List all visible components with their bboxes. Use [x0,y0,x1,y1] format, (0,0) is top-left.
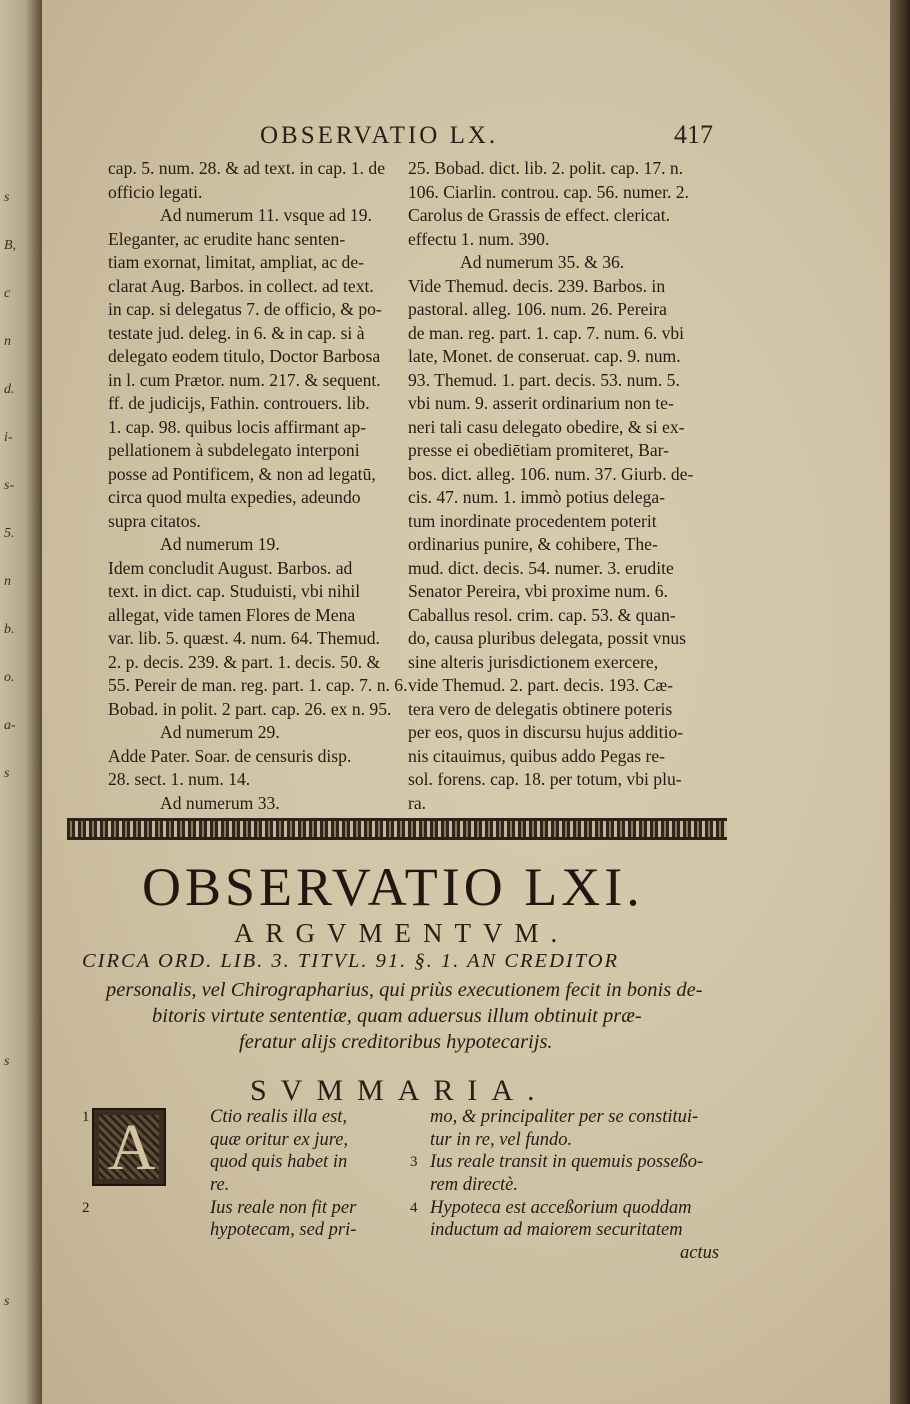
summaria-item [82,1106,418,1129]
text-line: var. lib. 5. quæst. 4. num. 64. Themud. [108,628,380,648]
argumentum-line: bitoris virtute sententiæ, quam aduersus illum obtinuit præ- [152,1005,642,1027]
facing-page-fragment: s- [4,478,15,493]
summaria-item [118,1219,418,1242]
text-line: tum inordinate procedentem poterit [408,510,657,531]
text-line: delegato eodem titulo, Doctor Barbosa [108,346,381,366]
text-line: 28. sect. 1. num. 14. [108,769,251,789]
text-line: tera vero de delegatis obtinere poteris [408,698,673,719]
text-line: 25. Bobad. dict. lib. 2. polit. cap. 17. n. [408,158,684,178]
text-line: late, Monet. de conseruat. cap. 9. num. [408,346,681,366]
summaria-text: Ius reale transit in quemuis posseßo- [430,1152,704,1173]
summaria-heading: SVMMARIA. [250,1074,549,1107]
summaria-item [410,1242,740,1265]
text-line: allegat, vide tamen Flores de Mena [108,604,356,625]
text-line: de man. reg. part. 1. cap. 7. num. 6. vbi [408,322,685,343]
observatio-title: OBSERVATIO LXI. [142,857,644,917]
facing-page-fragment: i- [4,430,13,445]
facing-page-fragment: o. [4,670,15,685]
summaria-text: Hypoteca est acceßorium quoddam [430,1197,692,1218]
summaria-item [410,1197,740,1220]
text-line: Idem concludit August. Barbos. ad [108,557,353,578]
facing-page-fragment: n [4,334,11,349]
summaria-left-column [82,1106,418,1242]
text-line: Ad numerum 35. & 36. [460,252,625,272]
facing-page-fragment: 5. [4,526,15,541]
initial-letter: A [108,1111,156,1184]
summaria-text: quæ oritur ex jure, [210,1129,349,1150]
text-line: Ad numerum 11. vsque ad 19. [160,205,372,225]
text-line: per eos, quos in discursu hujus additio- [408,722,684,742]
facing-page-fragment: d. [4,382,15,397]
text-line: Bobad. in polit. 2 part. cap. 26. ex n. 95. [108,698,392,719]
summaria-number: 1 [82,1109,90,1125]
facing-page-fragment: B, [4,238,17,253]
summaria-number: 2 [82,1199,90,1216]
text-line: posse ad Pontificem, & non ad legatū, [108,463,376,484]
left-text-column [108,157,420,839]
text-line: nis citauimus, quibus addo Pegas re- [408,745,666,766]
text-line: Eleganter, ac erudite hanc senten- [108,228,346,249]
running-header [42,118,892,152]
summaria-text: rem directè. [430,1175,519,1196]
facing-page-fragment: s [4,190,10,205]
text-line: Ad numerum 19. [160,534,280,554]
summaria-item [118,1174,418,1197]
text-line: 93. Themud. 1. part. decis. 53. num. 5. [408,369,680,390]
text-line: presse ei obediētiam promiteret, Bar- [408,440,670,460]
ornamental-divider [67,818,727,840]
text-line: vbi num. 9. asserit ordinarium non te- [408,393,674,413]
text-line: ff. de judicijs, Fathin. controuers. lib. [108,393,370,413]
text-line: ra. [408,792,427,813]
text-line: pellationem à subdelegato interponi [108,440,360,460]
summaria-text: quod quis habet in [210,1152,348,1173]
summaria-text: re. [210,1175,230,1196]
text-line: mud. dict. decis. 54. numer. 3. erudite [408,557,674,578]
text-line: in cap. si delegatus 7. de officio, & po- [108,299,382,319]
summaria-number: 4 [410,1199,418,1216]
text-line: 106. Ciarlin. controu. cap. 56. numer. 2. [408,181,689,202]
text-line: supra citatos. [108,510,201,531]
summaria-item [410,1151,740,1174]
book-fore-edge [890,0,910,1404]
summaria-number: 3 [410,1154,418,1171]
summaria-item [410,1174,740,1197]
summaria-item [118,1151,418,1174]
text-line: in l. cum Prætor. num. 217. & sequent. [108,369,381,390]
summaria-item [410,1219,740,1242]
book-page [42,0,892,1404]
summaria-text: Ctio realis illa est, [210,1107,348,1127]
text-line: Ad numerum 29. [160,722,280,742]
text-line: Vide Themud. decis. 239. Barbos. in [408,275,666,296]
text-line: text. in dict. cap. Studuisti, vbi nihil [108,581,361,601]
text-line: cap. 5. num. 28. & ad text. in cap. 1. de [108,158,386,178]
summaria-text: Ius reale non fit per [210,1197,357,1218]
text-line: sine alteris jurisdictionem exercere, [408,651,659,672]
text-line: circa quod multa expedies, adeundo [108,487,361,507]
argumentum-line: personalis, vel Chirographarius, qui priùs executionem fecit in bonis de- [106,979,703,1001]
argumentum-line: CIRCA ORD. LIB. 3. TITVL. 91. §. 1. AN CREDITOR [82,950,620,972]
facing-page-fragment: s [4,1294,10,1309]
summaria-item [410,1106,740,1129]
summaria-item [118,1129,418,1152]
facing-page-fragment: c [4,286,11,301]
text-line: 1. cap. 98. quibus locis affirmant ap- [108,416,367,437]
text-line: 55. Pereir de man. reg. part. 1. cap. 7. n. 6. [108,675,408,695]
text-line: pastoral. alleg. 106. num. 26. Pereira [408,299,667,319]
summaria-text: mo, & principaliter per se constitui- [430,1107,699,1127]
text-line: testate jud. deleg. in 6. & in cap. si à [108,322,365,343]
text-line: Carolus de Grassis de effect. clericat. [408,205,671,225]
argumentum-line: feratur alijs creditoribus hypotecarijs. [239,1031,553,1053]
facing-page-fragment: s [4,1054,10,1069]
text-line: do, causa pluribus delegata, possit vnus [408,628,687,648]
summaria-text: inductum ad maiorem securitatem [430,1220,683,1241]
summaria-text: hypotecam, sed pri- [210,1220,357,1241]
summaria-text: tur in re, vel fundo. [430,1129,573,1150]
header-title: OBSERVATIO LX. [260,122,499,149]
text-line: Senator Pereira, vbi proxime num. 6. [408,581,668,601]
text-line: ordinarius punire, & cohibere, The- [408,534,658,554]
text-line: effectu 1. num. 390. [408,228,550,249]
text-line: Ad numerum 33. [160,792,280,813]
facing-page-fragment: b. [4,622,15,637]
facing-page-fragment: n [4,574,11,589]
argumentum-heading: ARGVMENTVM. [234,918,570,948]
text-line: vide Themud. 2. part. decis. 193. Cæ- [408,675,674,695]
summaria-text: actus [680,1243,720,1264]
text-line: bos. dict. alleg. 106. num. 37. Giurb. de- [408,463,694,484]
facing-page-fragment: s [4,766,10,781]
text-line: neri tali casu delegato obedire, & si ex- [408,416,685,437]
text-line: Adde Pater. Soar. de censuris disp. [108,745,352,766]
summaria-item [82,1197,418,1220]
facing-page-edge [0,0,42,1404]
text-line: cis. 47. num. 1. immò potius delega- [408,487,666,507]
right-text-column [408,157,750,815]
text-line: officio legati. [108,181,203,202]
page-number: 417 [674,120,713,149]
text-line: sol. forens. cap. 18. per totum, vbi plu- [408,769,682,789]
summaria-right-column [410,1106,740,1265]
text-line: clarat Aug. Barbos. in collect. ad text. [108,275,374,296]
text-line: tiam exornat, limitat, ampliat, ac de- [108,252,364,272]
summaria-item [410,1129,740,1152]
facing-page-fragment: a- [4,718,16,733]
text-line: 2. p. decis. 239. & part. 1. decis. 50. & [108,651,381,672]
text-line: Caballus resol. crim. cap. 53. & quan- [408,604,676,625]
